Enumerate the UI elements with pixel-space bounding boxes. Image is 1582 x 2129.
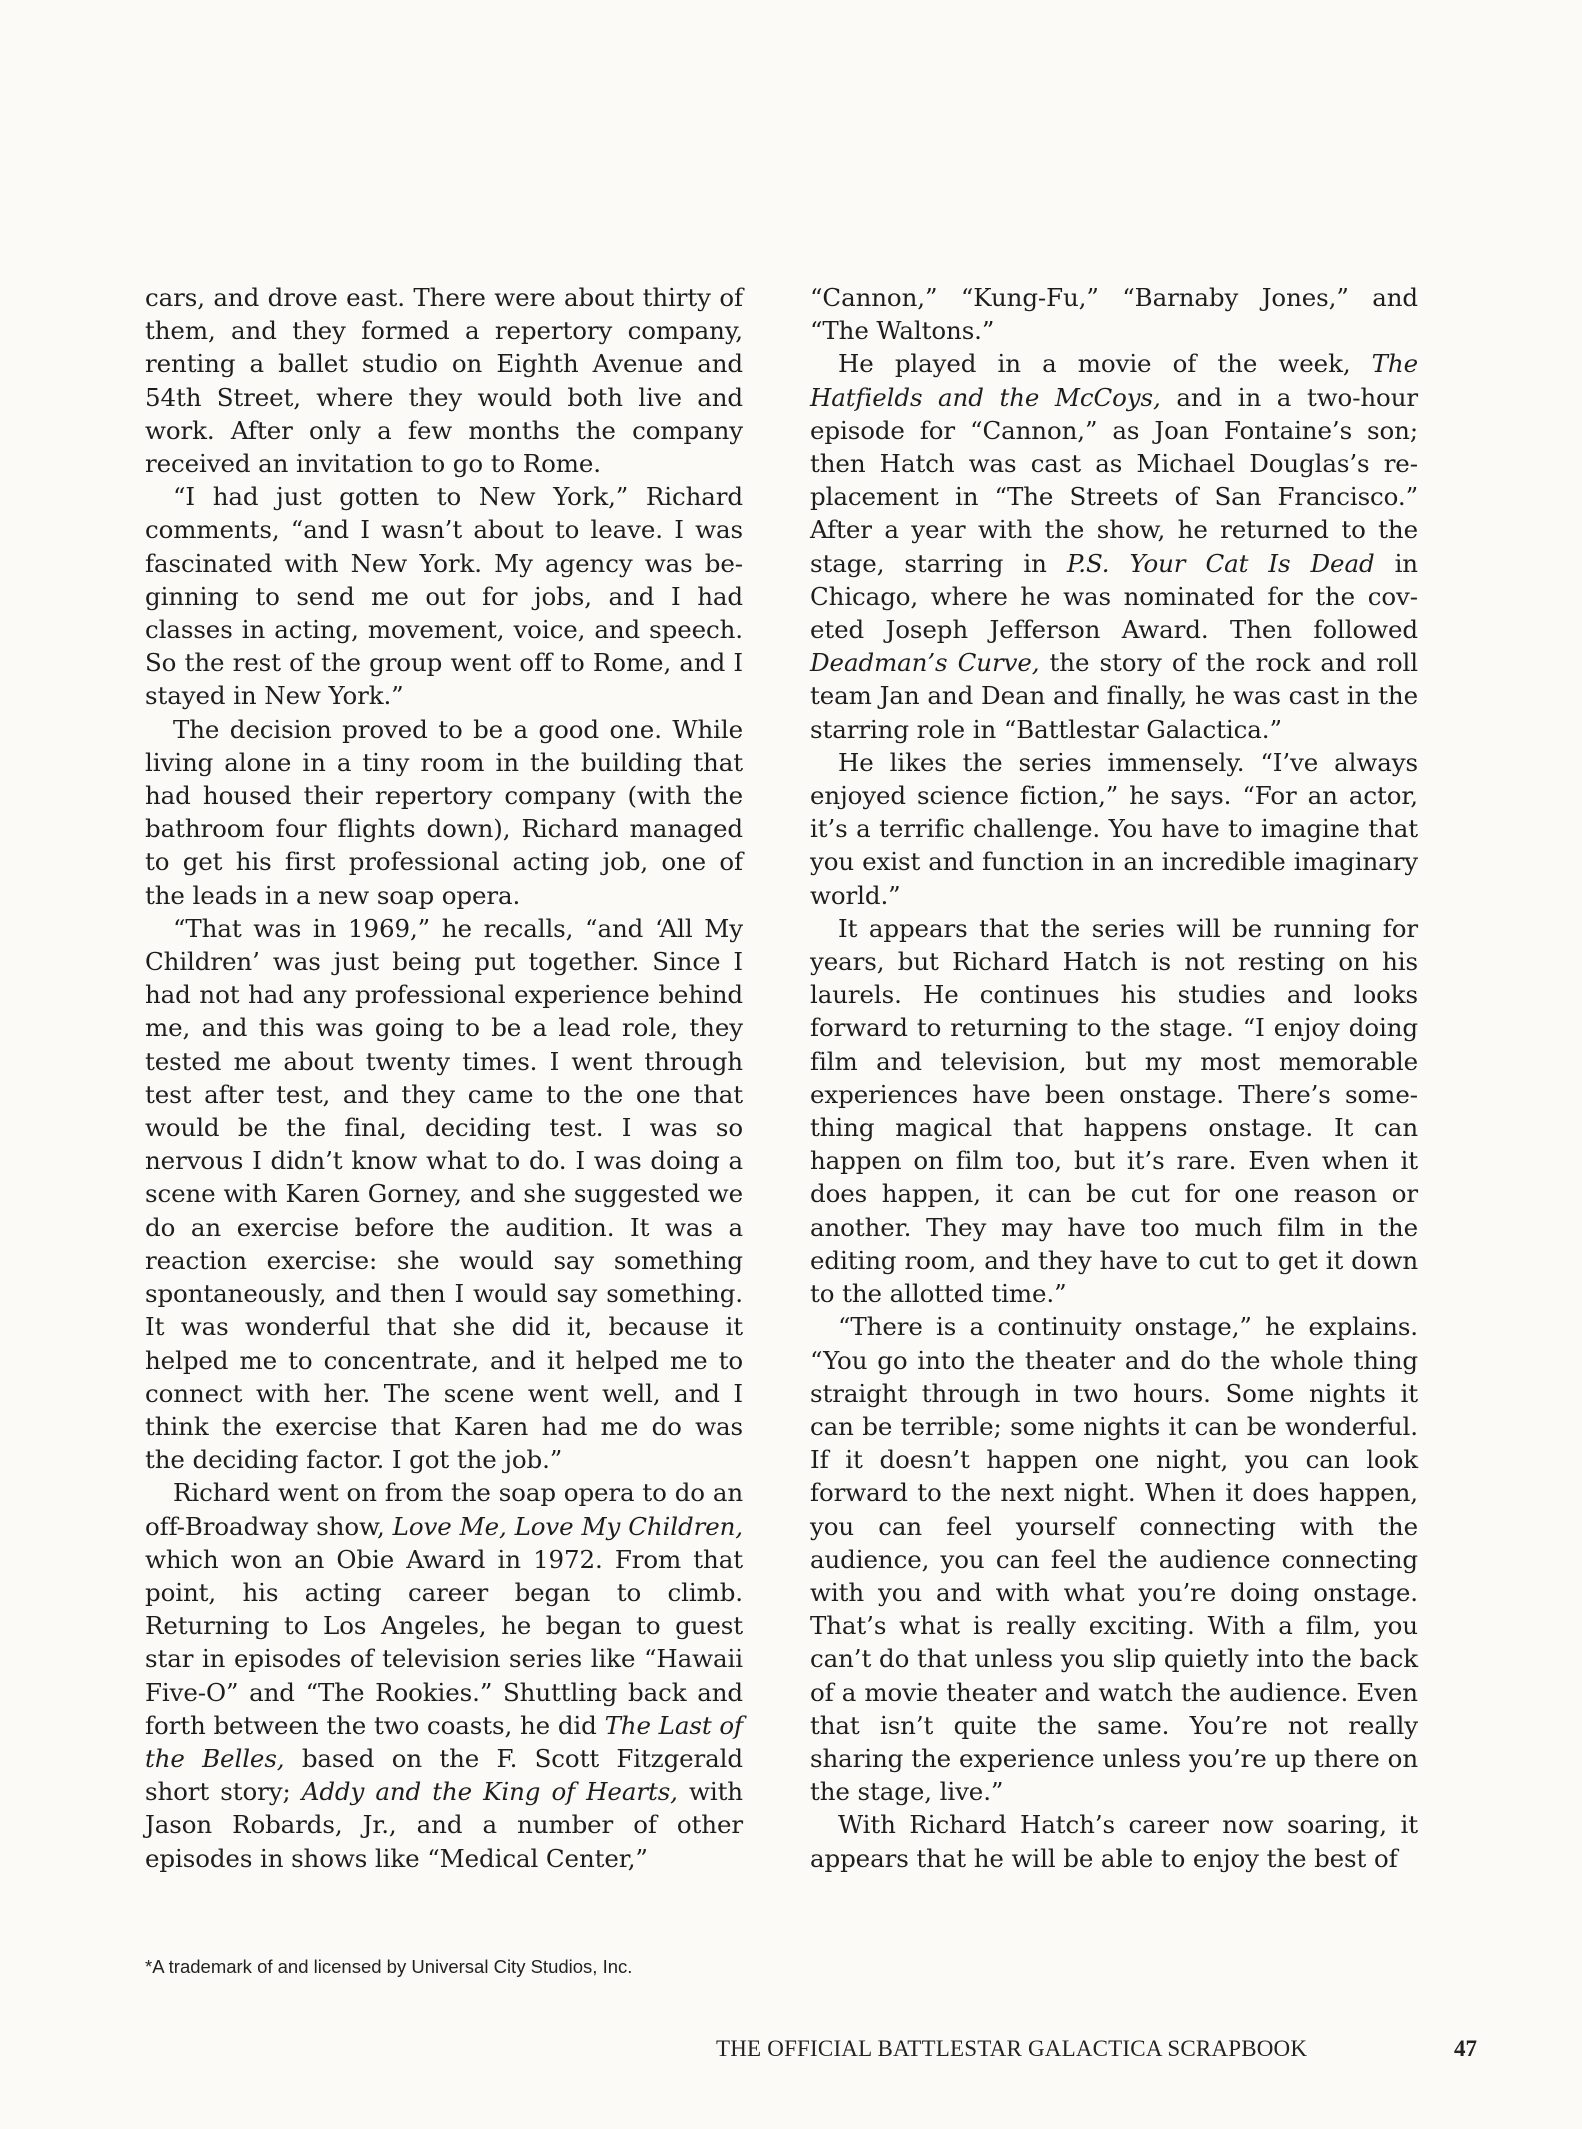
- paragraph: cars, and drove east. There were about thirty of them, and they formed a repertory company, renting a ballet studio on Eighth Avenue and 54th Street, where they would both live and work. After only a few months the company received an invitation to go to Rome.: [145, 283, 743, 479]
- text-run: with Jason Robards, Jr., and a number of other episodes in shows like “Medical Center,”: [145, 1777, 743, 1873]
- paragraph: “That was in 1969,” he recalls, “and ‘All My Children’ was just being put together. Since I had not had any professional experience behind me, and this was going to be a lead role, they tested me about twenty times. I went through test after test, and they came to the one that would be the final, deciding test. I was so nervous I didn’t know what to do. I was doing a scene with Karen Gorney, and she suggested we do an exercise before the audition. It was a reaction exercise: she would say something spontaneously, and then I would say something. It was wonderful that she did it, because it helped me to concentrate, and it helped me to connect with her. The scene went well, and I think the exercise that Karen had me do was the deciding factor. I got the job.”: [145, 913, 743, 1475]
- footnote: *A trademark of and licensed by Universal City Studios, Inc.: [145, 1956, 633, 1977]
- right-text-column: [810, 281, 1418, 1875]
- paragraph: With Richard Hatch’s career now soaring, it appears that he will be able to enjoy the best of: [810, 1810, 1418, 1873]
- title-italic: Addy and the King of Hearts,: [301, 1777, 678, 1807]
- paragraph: It appears that the series will be running for years, but Richard Hatch is not resting on his laurels. He continues his studies and looks forward to returning to the stage. “I enjoy doing film and television, but my most memorable experiences have been onstage. There’s something magical that happens onstage. It can happen on film too, but it’s rare. Even when it does happen, it can be cut for one reason or another. They may have too much film in the editing room, and they have to cut to get it down to the allotted time.”: [810, 913, 1418, 1309]
- paragraph: He likes the series immensely. “I’ve always enjoyed science fiction,” he says. “For an actor, it’s a terrific challenge. You have to imagine that you exist and function in an incredible imaginary world.”: [810, 747, 1418, 910]
- left-text-column: [145, 281, 743, 1875]
- paragraph: [145, 1476, 743, 1874]
- text-run: the story of the rock and roll team Jan and Dean and finally, he was cast in the starring role in “Battlestar Galactica.”: [810, 648, 1418, 744]
- text-run: Richard went on from the soap opera to do an off-Broadway show,: [145, 1478, 743, 1541]
- title-italic: P.S. Your Cat Is Dead: [1066, 548, 1375, 578]
- text-run: in Chicago, where he was nominated for the coveted Joseph Jefferson Award. Then followed: [810, 548, 1418, 645]
- title-italic: The Hatfields and the McCoys,: [810, 349, 1418, 412]
- paragraph: The decision proved to be a good one. While living alone in a tiny room in the building that had housed their repertory company (with the bathroom four flights down), Richard managed to get his first professional acting job, one of the leads in a new soap opera.: [145, 714, 743, 910]
- text-run: He played in a movie of the week,: [838, 349, 1372, 379]
- text-run: and in a two-hour episode for “Cannon,” as Joan Fontaine’s son; then Hatch was cast as Michael Douglas’s replacement in “The Streets of San Francisco.” After a year with the show, he returned to the stage, starring in: [810, 382, 1419, 578]
- title-italic: Love Me, Love My Children,: [392, 1511, 743, 1541]
- paragraph: “Cannon,” “Kung-Fu,” “Barnaby Jones,” and “The Waltons.”: [810, 283, 1418, 346]
- page-number: 47: [1454, 2036, 1477, 2061]
- title-italic: Deadman’s Curve,: [810, 648, 1040, 678]
- text-run: which won an Obie Award in 1972. From that point, his acting career began to climb. Returning to Los Angeles, he began to guest star in episodes of television series like “Hawaii Five-O” and “The Rookies.” Shuttling back and forth between the two coasts, he did: [145, 1544, 743, 1740]
- paragraph: [810, 347, 1418, 745]
- text-run: based on the F. Scott Fitzgerald short story;: [145, 1743, 743, 1807]
- paragraph: “I had just gotten to New York,” Richard comments, “and I wasn’t about to leave. I was fascinated with New York. My agency was beginning to send me out for jobs, and I had classes in acting, movement, voice, and speech. So the rest of the group went off to Rome, and I stayed in New York.”: [145, 482, 743, 711]
- running-head: THE OFFICIAL BATTLESTAR GALACTICA SCRAPBOOK: [716, 2036, 1308, 2061]
- paragraph: “There is a continuity onstage,” he explains. “You go into the theater and do the whole thing straight through in two hours. Some nights it can be terrible; some nights it can be wonderful. If it doesn’t happen one night, you can look forward to the next night. When it does happen, you can feel yourself connecting with the audience, you can feel the audience connecting with you and with what you’re doing onstage. That’s what is really exciting. With a film, you can’t do that unless you slip quietly into the back of a movie theater and watch the audience. Even that isn’t quite the same. You’re not really sharing the experience unless you’re up there on the stage, live.”: [810, 1312, 1418, 1807]
- title-italic: The Last of the Belles,: [145, 1710, 743, 1773]
